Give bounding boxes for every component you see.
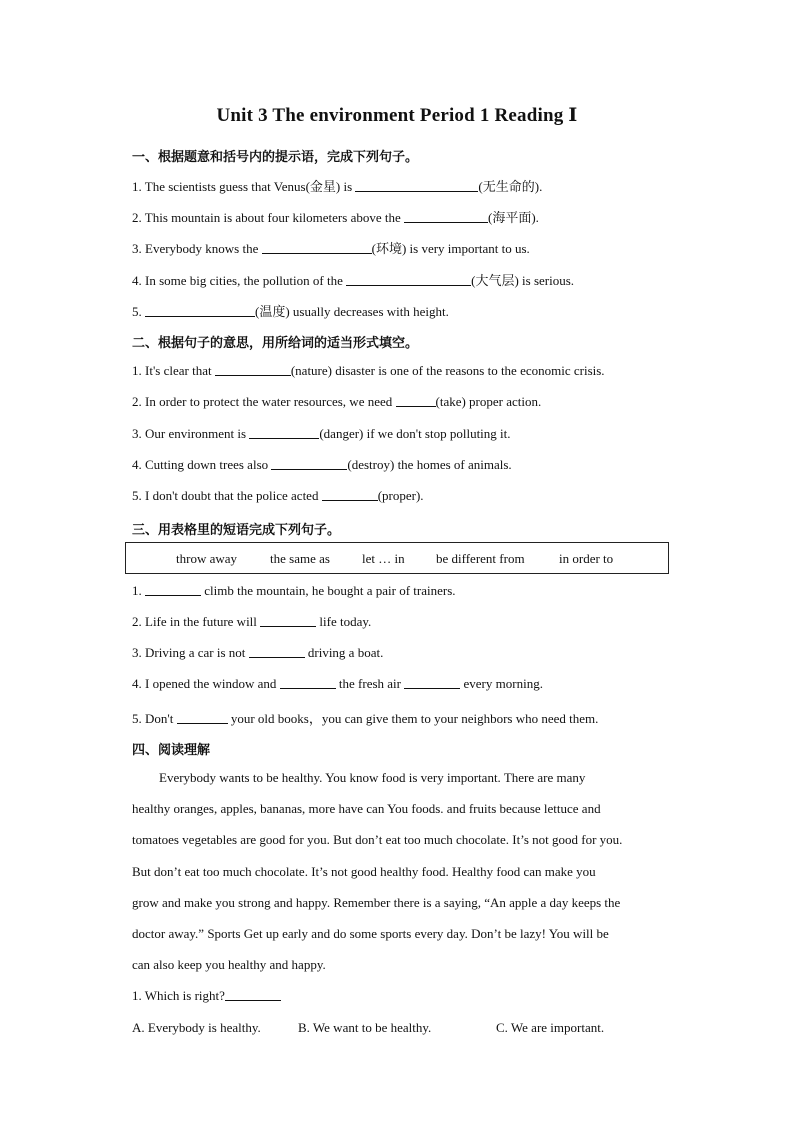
s3-item-3-blank[interactable] xyxy=(249,645,305,658)
passage-line-4: But don’t eat too much chocolate. It’s not good healthy food. Healthy food can make you xyxy=(132,864,596,879)
s2-item-5-hint: (proper). xyxy=(377,488,424,503)
s2-item-4-text: 4. Cutting down trees also xyxy=(132,457,272,472)
s2-item-5-blank[interactable] xyxy=(322,488,378,501)
page-title: Unit 3 The environment Period 1 Reading Ⅰ xyxy=(216,105,578,126)
phrase-the-same-as: the same as xyxy=(270,551,330,566)
question-1-blank[interactable] xyxy=(225,988,281,1001)
s1-item-5 xyxy=(132,301,449,320)
section-3-heading: 三、用表格里的短语完成下列句子。 xyxy=(132,523,341,538)
s3-item-1-text: 1. xyxy=(132,583,145,598)
s1-item-1 xyxy=(132,176,542,195)
s2-item-1-hint: (nature) disaster is one of the reasons to the economic crisis. xyxy=(290,363,605,378)
s3-item-2 xyxy=(132,614,371,630)
s3-item-2-rest: life today. xyxy=(316,614,372,629)
s3-item-1-blank[interactable] xyxy=(145,583,201,596)
s1-item-3-hint: (环境) is very important to us. xyxy=(371,241,530,256)
s2-item-4-hint: (destroy) the homes of animals. xyxy=(347,457,512,472)
s3-item-2-blank[interactable] xyxy=(260,614,316,627)
phrase-table xyxy=(125,542,669,574)
s2-item-2 xyxy=(132,394,541,410)
s3-item-3-rest: driving a boat. xyxy=(304,645,384,660)
s3-item-5-rest: your old books，you can give them to your neighbors who need them. xyxy=(227,711,599,726)
s3-item-5-blank[interactable] xyxy=(177,711,228,724)
option-c[interactable]: C. We are important. xyxy=(496,1020,605,1035)
s2-item-3-hint: (danger) if we don't stop polluting it. xyxy=(319,426,511,441)
s2-item-2-blank[interactable] xyxy=(396,394,436,407)
s1-item-2-text: 2. This mountain is about four kilometers above the xyxy=(132,210,404,225)
s2-item-3-text: 3. Our environment is xyxy=(132,426,250,441)
s2-item-5 xyxy=(132,488,424,504)
s3-item-4-blank-1[interactable] xyxy=(280,676,336,689)
s1-item-4-blank[interactable] xyxy=(346,273,471,286)
s1-item-2 xyxy=(132,207,539,226)
passage-line-1: Everybody wants to be healthy. You know food is very important. There are many xyxy=(159,770,586,785)
passage-line-7: can also keep you healthy and happy. xyxy=(132,957,326,972)
phrase-let-in: let … in xyxy=(362,551,405,566)
s1-item-1-hint: (无生命的). xyxy=(478,179,543,194)
s2-item-4 xyxy=(132,457,512,473)
s2-item-4-blank[interactable] xyxy=(271,457,347,470)
section-4-heading: 四、阅读理解 xyxy=(132,743,211,758)
s3-item-5 xyxy=(132,708,598,727)
s1-item-5-blank[interactable] xyxy=(145,304,255,317)
s1-item-4-text: 4. In some big cities, the pollution of the xyxy=(132,273,347,288)
s1-item-4 xyxy=(132,270,574,289)
s2-item-5-text: 5. I don't doubt that the police acted xyxy=(132,488,322,503)
passage-line-3: tomatoes vegetables are good for you. But don’t eat too much chocolate. It’s not good for you. xyxy=(132,832,623,847)
s3-item-3-text: 3. Driving a car is not xyxy=(132,645,249,660)
s1-item-3 xyxy=(132,238,530,257)
s1-item-5-hint: (温度) usually decreases with height. xyxy=(255,304,449,319)
s3-item-3 xyxy=(132,645,383,661)
s2-item-1 xyxy=(132,363,605,379)
s3-item-4-blank-2[interactable] xyxy=(404,676,460,689)
s3-item-2-text: 2. Life in the future will xyxy=(132,614,261,629)
s1-item-4-hint: (大气层) is serious. xyxy=(471,273,575,288)
s1-item-2-hint: (海平面). xyxy=(488,210,539,225)
s2-item-3-blank[interactable] xyxy=(249,426,319,439)
s3-item-4-text: 4. I opened the window and xyxy=(132,676,280,691)
question-1 xyxy=(132,988,281,1004)
s3-item-1-rest: climb the mountain, he bought a pair of trainers. xyxy=(201,583,456,598)
s2-item-2-text: 2. In order to protect the water resources, we need xyxy=(132,394,396,409)
s2-item-3 xyxy=(132,426,511,442)
s3-item-1 xyxy=(132,583,456,599)
s3-item-4 xyxy=(132,676,543,692)
s2-item-2-hint: (take) proper action. xyxy=(435,394,542,409)
option-b[interactable]: B. We want to be healthy. xyxy=(298,1020,432,1035)
s1-item-1-blank[interactable] xyxy=(355,179,478,192)
s1-item-2-blank[interactable] xyxy=(404,210,488,223)
s3-item-5-text: 5. Don't xyxy=(132,711,177,726)
option-a[interactable]: A. Everybody is healthy. xyxy=(132,1020,261,1035)
passage-line-2: healthy oranges, apples, bananas, more have can You foods. and fruits because lettuce and xyxy=(132,801,601,816)
section-2-heading: 二、根据句子的意思，用所给词的适当形式填空。 xyxy=(132,336,419,351)
phrase-in-order-to: in order to xyxy=(559,551,614,566)
s3-item-4-middle: the fresh air xyxy=(335,676,405,691)
s2-item-1-blank[interactable] xyxy=(215,363,291,376)
s2-item-1-text: 1. It's clear that xyxy=(132,363,215,378)
passage-line-5: grow and make you strong and happy. Remember there is a saying, “An apple a day keeps the xyxy=(132,895,621,910)
phrase-throw-away: throw away xyxy=(176,551,238,566)
phrase-be-different-from: be different from xyxy=(436,551,525,566)
s1-item-3-blank[interactable] xyxy=(262,241,372,254)
section-1-heading: 一、根据题意和括号内的提示语，完成下列句子。 xyxy=(132,150,419,165)
s3-item-4-rest: every morning. xyxy=(460,676,543,691)
s1-item-1-text: 1. The scientists guess that Venus(金星) is xyxy=(132,179,356,194)
s1-item-3-text: 3. Everybody knows the xyxy=(132,241,262,256)
s1-item-5-text: 5. xyxy=(132,304,145,319)
passage-line-6: doctor away.” Sports Get up early and do some sports every day. Don’t be lazy! You will be xyxy=(132,926,609,941)
question-1-text: 1. Which is right? xyxy=(132,988,225,1003)
